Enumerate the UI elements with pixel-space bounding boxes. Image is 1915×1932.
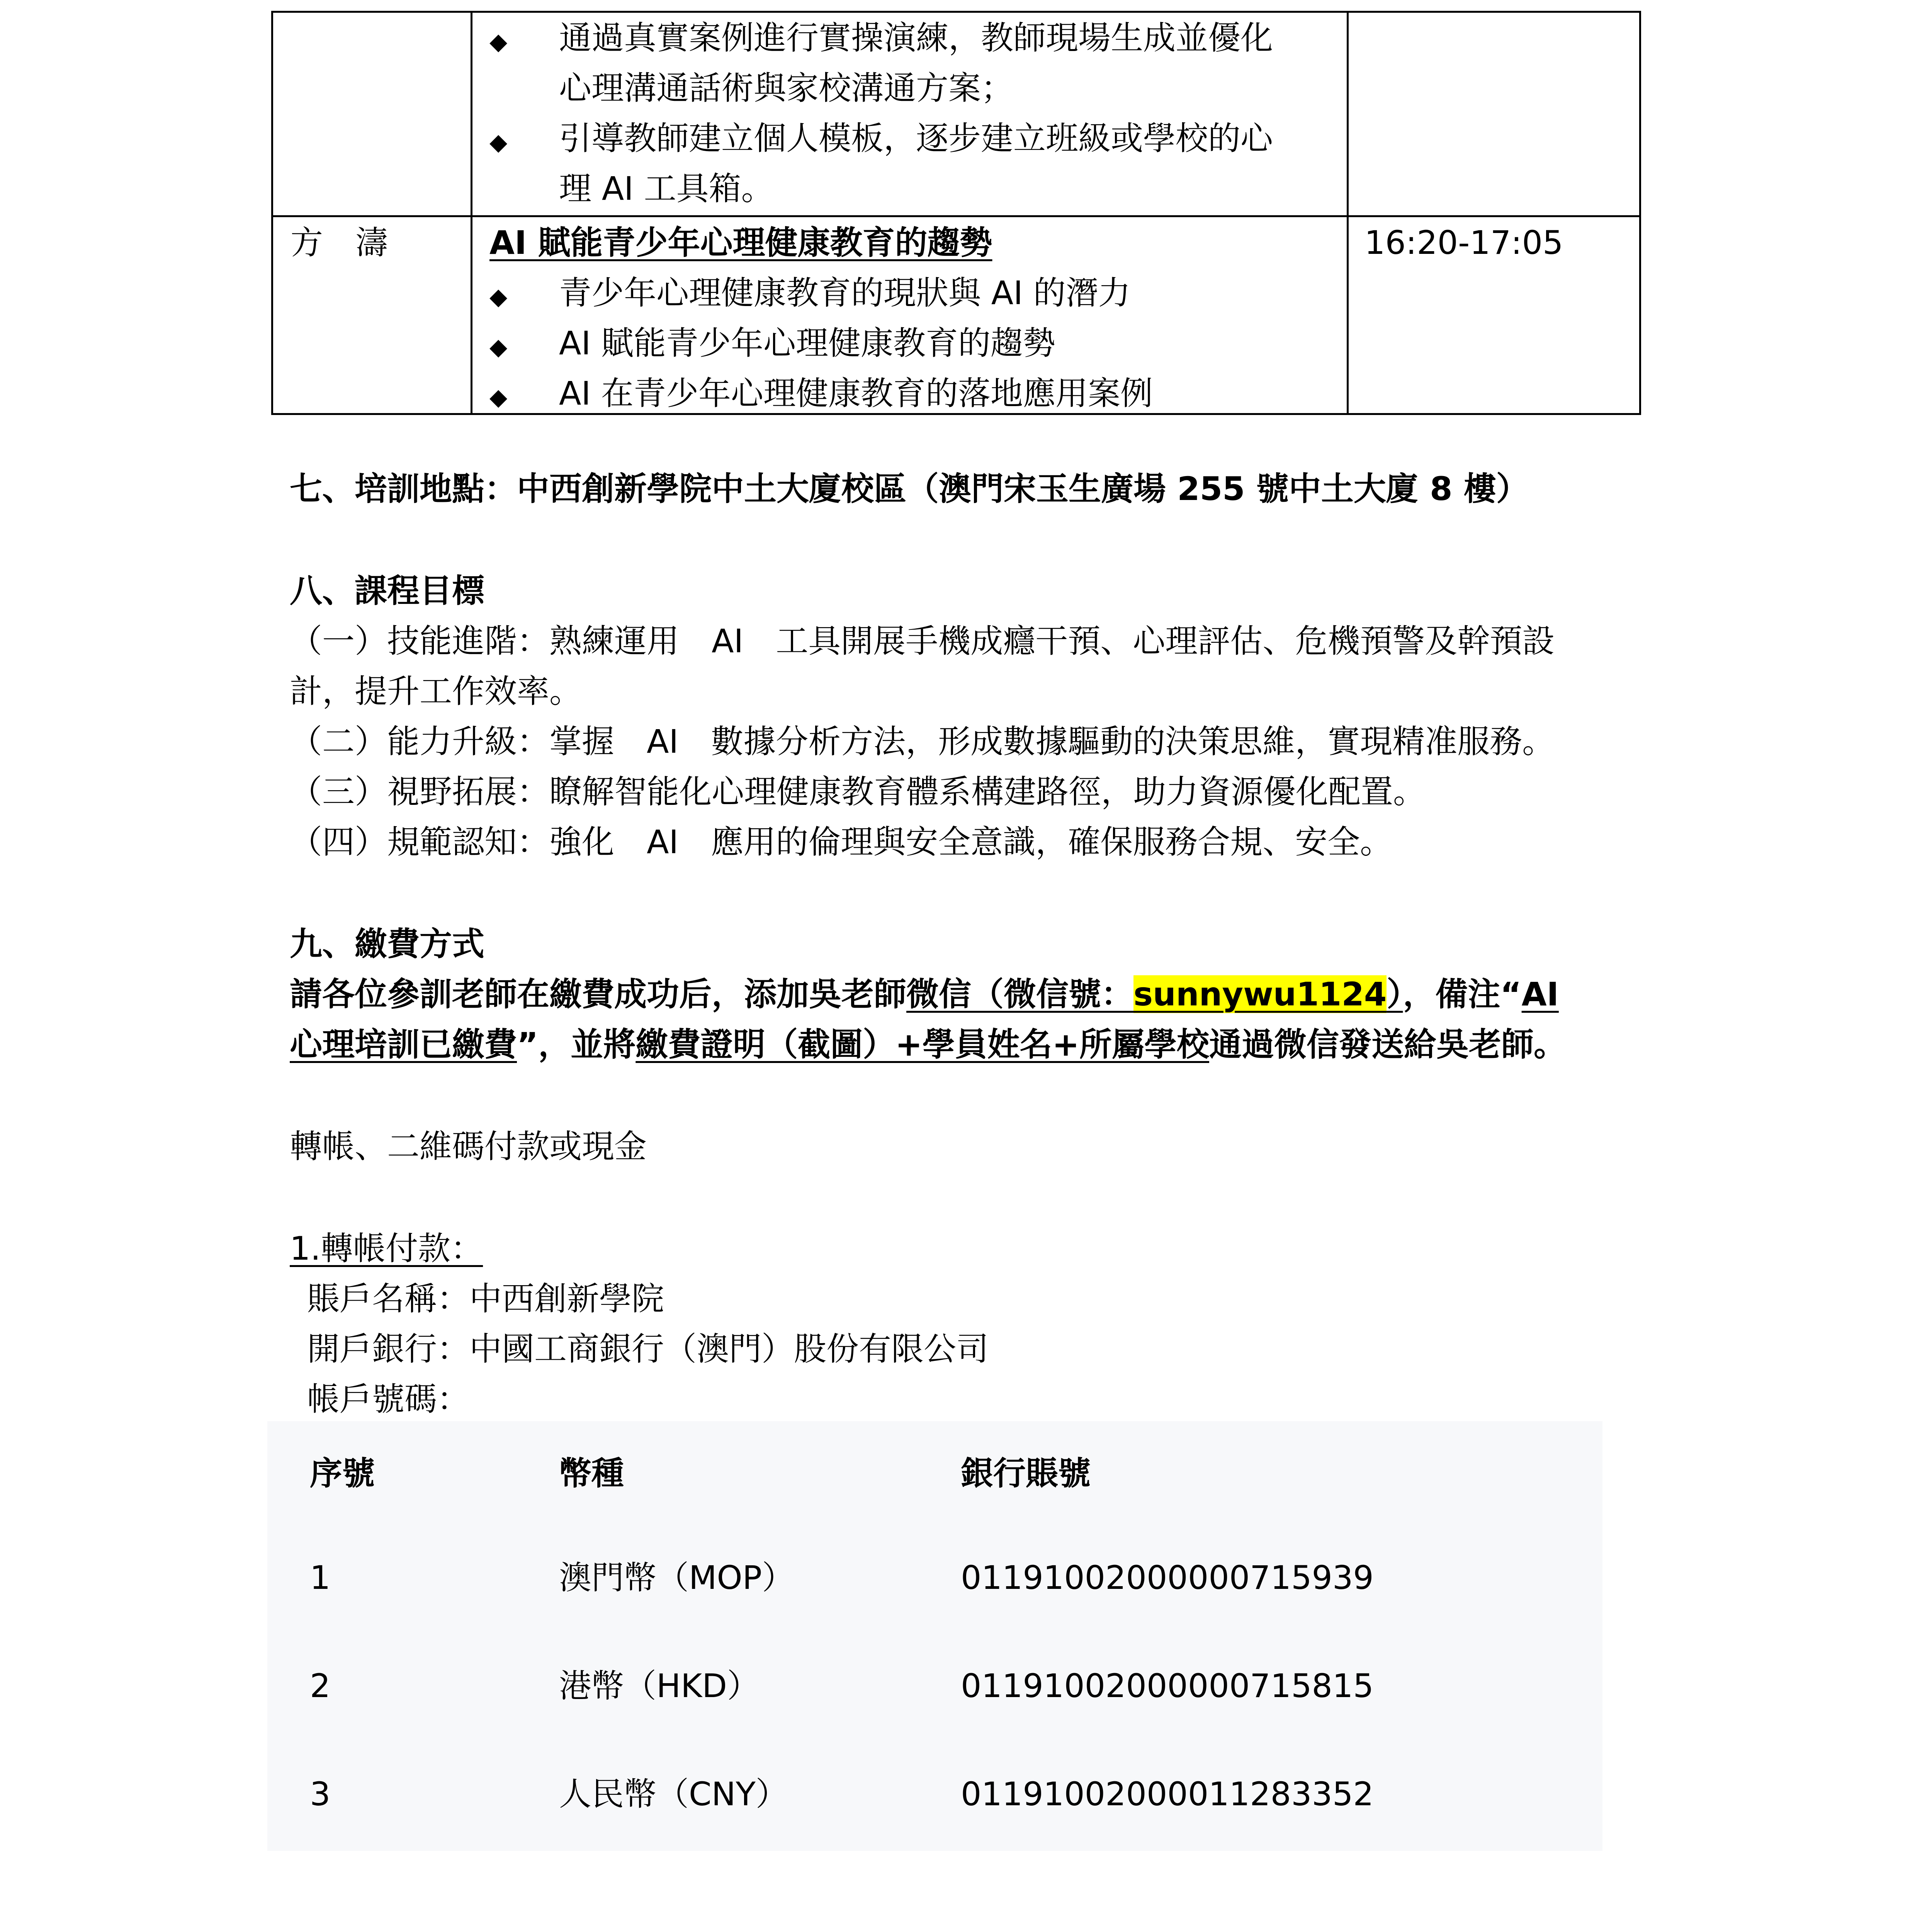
text: ，備注“ <box>1403 975 1522 1013</box>
table-cell: 澳門幣（MOP） <box>559 1559 795 1597</box>
wechat-label: 微信（微信號： <box>906 975 1134 1013</box>
remark-text: 心理培訓已繳費 <box>290 1026 517 1063</box>
objective-item: （二）能力升級：掌握 AI 數據分析方法，形成數據驅動的決策思維，實現精准服務。 <box>290 723 1555 760</box>
section-8-heading: 八、課程目標 <box>290 572 485 610</box>
table-cell: 1 <box>310 1559 331 1597</box>
bullet-icon: ◆ <box>489 28 508 55</box>
bullet-icon: ◆ <box>489 129 508 156</box>
payment-methods: 轉帳、二維碼付款或現金 <box>290 1128 647 1165</box>
payment-instruction-line2 <box>290 1019 1566 1070</box>
objective-item: （四）規範認知：強化 AI 應用的倫理與安全意識，確保服務合規、安全。 <box>290 823 1393 861</box>
transfer-heading: 1.轉帳付款： <box>290 1230 483 1267</box>
table-cell: 港幣（HKD） <box>559 1667 760 1705</box>
table-divider <box>273 215 1639 217</box>
objective-item: （一）技能進階：熟練運用 AI 工具開展手機成癮干預、心理評估、危機預警及幹預設 <box>290 622 1555 660</box>
table-cell: 2 <box>310 1667 331 1705</box>
bullet-icon: ◆ <box>489 333 508 361</box>
payment-instruction-line1 <box>290 969 1559 1019</box>
section-9-heading: 九、繳費方式 <box>290 925 485 963</box>
cell-text: 引導教師建立個人模板，逐步建立班級或學校的心 <box>559 119 1273 157</box>
table-header: 幣種 <box>559 1454 624 1492</box>
text: ”，並將 <box>517 1026 636 1063</box>
account-number-label: 帳戶號碼： <box>307 1380 470 1418</box>
table-header: 銀行賬號 <box>961 1454 1091 1492</box>
table-cell: 01191002000000715815 <box>961 1667 1374 1705</box>
table-cell: 3 <box>310 1775 331 1813</box>
required-items: 繳費證明（截圖）+學員姓名+所屬學校 <box>636 1026 1210 1063</box>
table-divider <box>471 13 472 413</box>
cell-text: 通過真實案例進行實操演練，教師現場生成並優化 <box>559 19 1273 57</box>
table-header: 序號 <box>310 1454 375 1492</box>
table-cell: 人民幣（CNY） <box>559 1775 788 1813</box>
account-table <box>267 1421 1602 1851</box>
schedule-table <box>271 11 1641 415</box>
table-cell: 01191002000000715939 <box>961 1559 1374 1597</box>
wechat-id: sunnywu1124 <box>1133 975 1387 1013</box>
cell-text: AI 賦能青少年心理健康教育的趨勢 <box>559 324 1055 362</box>
table-cell: 0119100200001128335​2 <box>961 1775 1374 1813</box>
cell-text: 理 AI 工具箱。 <box>559 170 774 207</box>
text: ） <box>1387 975 1403 1013</box>
speaker-name: 方 濤 <box>291 224 388 262</box>
session-topic: AI 賦能青少年心理健康教育的趨勢 <box>489 224 992 262</box>
objective-item: 計，提升工作效率。 <box>290 672 582 710</box>
text: AI <box>1521 975 1559 1013</box>
text: 通過微信發送給吳老師。 <box>1209 1026 1567 1063</box>
account-name: 賬戶名稱：中西創新學院 <box>307 1280 664 1318</box>
cell-text: 心理溝通話術與家校溝通方案； <box>559 69 1014 107</box>
bullet-icon: ◆ <box>489 384 508 411</box>
table-divider <box>1347 13 1349 413</box>
cell-text: 青少年心理健康教育的現狀與 AI 的潛力 <box>559 274 1131 312</box>
text: 請各位參訓老師在繳費成功后，添加吳老師 <box>290 975 907 1013</box>
session-time: 16:20-17:05 <box>1364 224 1563 262</box>
bullet-icon: ◆ <box>489 283 508 310</box>
objective-item: （三）視野拓展：瞭解智能化心理健康教育體系構建路徑，助力資源優化配置。 <box>290 773 1426 811</box>
cell-text: AI 在青少年心理健康教育的落地應用案例 <box>559 374 1153 412</box>
bank-name: 開戶銀行：中國工商銀行（澳門）股份有限公司 <box>307 1330 989 1368</box>
section-7-heading: 七、培訓地點：中西創新學院中土大廈校區（澳門宋玉生廣場 255 號中土大廈 8 樓） <box>290 470 1529 508</box>
